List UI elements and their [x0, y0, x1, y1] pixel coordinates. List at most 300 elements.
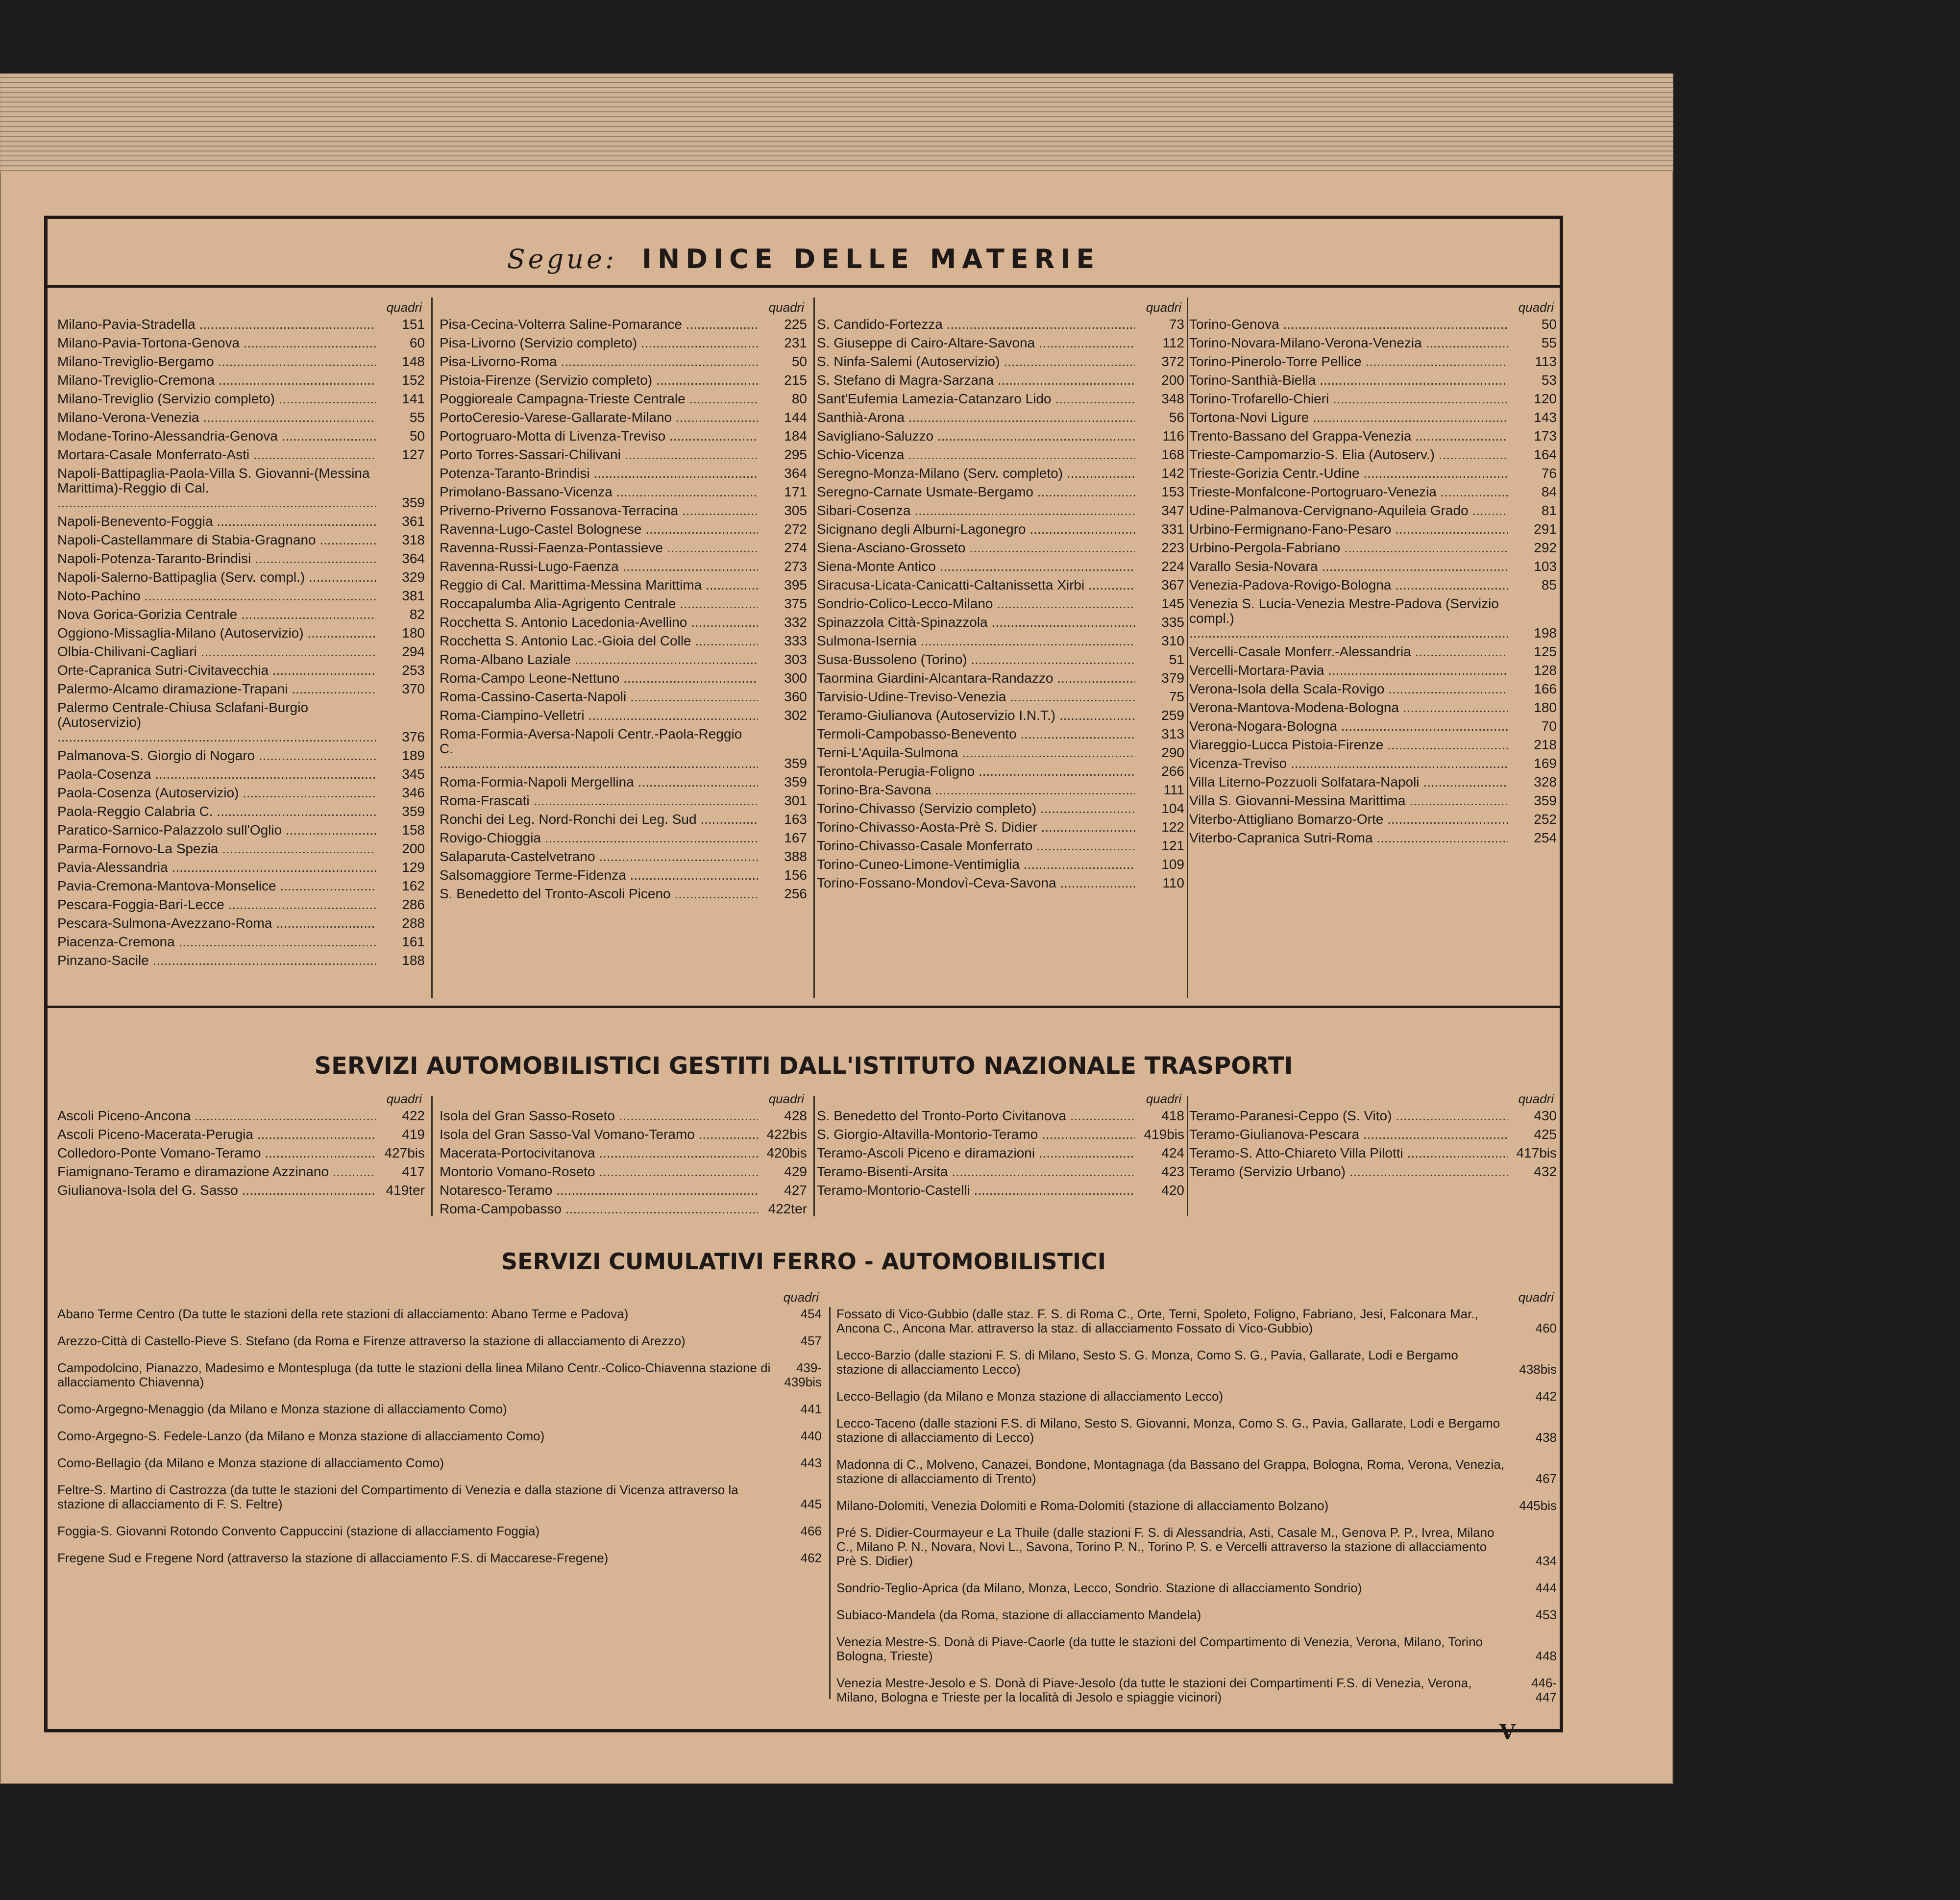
index-entry — [817, 1127, 1184, 1142]
index-entry — [817, 820, 1184, 835]
entry-name: Susa-Bussoleno (Torino) ..... — [817, 652, 1135, 667]
entry-name: Foggia-S. Giovanni Rotondo Convento Cappuccini (stazione di allacciamento Foggia) — [57, 1524, 540, 1538]
ina-column-1 — [57, 1089, 425, 1202]
entry-name: Napoli-Battipaglia-Paola-Villa S. Giovanni-(Messina Marittima)-Reggio di Cal. ..... — [57, 466, 376, 510]
index-entry — [440, 485, 807, 499]
entry-name: Porto Torres-Sassari-Chilivani ..... — [440, 447, 758, 462]
index-entry — [57, 663, 425, 678]
entry-quadro: 446-447 — [1531, 1676, 1557, 1704]
entry-quadro: 301 — [784, 793, 807, 808]
index-entry — [440, 812, 807, 827]
entry-quadro: 198 — [1534, 625, 1557, 641]
entry-name: Oggiono-Missaglia-Milano (Autoservizio) ..... — [57, 626, 376, 641]
entry-quadro: 419ter — [386, 1183, 425, 1198]
entry-name: Terni-L'Aquila-Sulmona ..... — [817, 745, 1135, 760]
entry-name: Torino-Bra-Savona ..... — [817, 783, 1135, 797]
index-entry — [440, 849, 807, 864]
entry-quadro: 164 — [1534, 447, 1557, 462]
index-entry — [57, 748, 425, 763]
entry-quadro: 445bis — [1519, 1498, 1557, 1513]
entry-name: Sulmona-Isernia ..... — [817, 634, 1135, 648]
index-title-prefix: Segue: — [507, 244, 617, 274]
entry-name: Reggio di Cal. Marittima-Messina Marittima ..... — [440, 578, 758, 592]
entry-name: Teramo-Giulianova (Autoservizio I.N.T.) ..... — [817, 708, 1135, 723]
index-entry — [1189, 373, 1557, 388]
index-entry — [817, 708, 1184, 723]
index-entry — [1189, 429, 1557, 444]
entry-quadro: 441 — [800, 1402, 822, 1416]
entry-quadro: 127 — [402, 447, 425, 462]
index-entry — [817, 745, 1184, 760]
index-entry — [440, 887, 807, 901]
index-column-3 — [817, 297, 1184, 894]
entry-name: Paratico-Sarnico-Palazzolo sull'Oglio ..... — [57, 823, 376, 838]
index-entry — [57, 682, 425, 696]
entry-quadro: 55 — [409, 410, 425, 425]
entry-name: Napoli-Salerno-Battipaglia (Serv. compl.) ..... — [57, 570, 376, 585]
index-entry — [440, 596, 807, 611]
index-entry — [836, 1526, 1557, 1568]
entry-quadro: 388 — [784, 849, 807, 864]
entry-name: Milano-Dolomiti, Venezia Dolomiti e Roma-Dolomiti (stazione di allacciamento Bolzano) — [836, 1498, 1329, 1513]
entry-name: Trieste-Gorizia Centr.-Udine ..... — [1189, 466, 1508, 481]
entry-name: Como-Bellagio (da Milano e Monza stazione di allacciamento Como) — [57, 1456, 444, 1470]
entry-quadro: 109 — [1161, 857, 1184, 872]
entry-quadro: 273 — [784, 559, 807, 574]
entry-name: Tortona-Novi Ligure ..... — [1189, 410, 1508, 425]
entry-quadro: 110 — [1162, 875, 1184, 890]
entry-quadro: 50 — [1541, 317, 1557, 332]
quadri-header: quadri — [386, 1091, 422, 1106]
index-entry — [1189, 317, 1557, 332]
quadri-header: quadri — [1146, 300, 1181, 315]
entry-quadro: 167 — [784, 830, 807, 845]
index-entry — [817, 727, 1184, 741]
entry-quadro: 81 — [1541, 503, 1557, 518]
cumulativi-column-1 — [57, 1287, 822, 1578]
entry-quadro: 335 — [1161, 615, 1184, 630]
entry-name: Savigliano-Saluzzo ..... — [817, 429, 1135, 444]
entry-quadro: 417bis — [1516, 1145, 1557, 1160]
entry-name: S. Candido-Fortezza ..... — [817, 317, 1135, 332]
entry-name: Priverno-Priverno Fossanova-Terracina ..... — [440, 503, 758, 518]
entry-name: Verona-Mantova-Modena-Bologna ..... — [1189, 700, 1508, 715]
entry-quadro: 112 — [1162, 335, 1184, 350]
entry-name: Modane-Torino-Alessandria-Genova ..... — [57, 429, 376, 444]
index-entry — [817, 559, 1184, 574]
entry-name: Isola del Gran Sasso-Val Vomano-Teramo ..... — [440, 1127, 758, 1142]
index-entry — [57, 607, 425, 622]
entry-name: Mortara-Casale Monferrato-Asti ..... — [57, 447, 376, 462]
entry-quadro: 439-439bis — [784, 1360, 822, 1389]
entry-name: Paola-Reggio Calabria C. ..... — [57, 804, 376, 819]
entry-name: Palermo Centrale-Chiusa Sclafani-Burgio (Autoservizio) ..... — [57, 700, 376, 744]
quadri-header: quadri — [783, 1290, 819, 1305]
entry-quadro: 359 — [1534, 793, 1557, 808]
entry-name: Siena-Monte Antico ..... — [817, 559, 1135, 574]
entry-name: Roma-Formia-Aversa-Napoli Centr.-Paola-Reggio C. ..... — [440, 727, 758, 771]
entry-quadro: 161 — [402, 934, 425, 949]
index-entry — [440, 690, 807, 704]
entry-name: Termoli-Campobasso-Benevento ..... — [817, 727, 1135, 741]
index-entry — [440, 336, 807, 350]
index-entry — [817, 373, 1184, 388]
entry-quadro: 425 — [1534, 1127, 1557, 1142]
ina-column-4 — [1189, 1089, 1557, 1183]
index-entry — [1189, 682, 1557, 696]
index-entry — [1189, 522, 1557, 537]
index-entry — [1189, 775, 1557, 790]
entry-quadro: 466 — [800, 1524, 822, 1538]
index-entry — [57, 570, 425, 585]
entry-name: Milano-Treviglio-Bergamo ..... — [57, 354, 376, 369]
quadri-header: quadri — [1518, 300, 1554, 315]
entry-name: Fiamignano-Teramo e diramazione Azzinano ..... — [57, 1164, 376, 1179]
entry-name: Pavia-Alessandria ..... — [57, 860, 376, 875]
index-entry — [836, 1307, 1557, 1335]
entry-quadro: 218 — [1534, 737, 1557, 752]
entry-name: Sondrio-Colico-Lecco-Milano ..... — [817, 596, 1135, 611]
entry-name: Ravenna-Russi-Faenza-Pontassieve ..... — [440, 541, 758, 555]
entry-name: Madonna di C., Molveno, Canazei, Bondone, Montagnaga (da Bassano del Grappa, Bologna, Roma, Verona, Venezia, stazione di allacciamento di Trento) — [836, 1457, 1505, 1486]
index-entry — [1189, 831, 1557, 845]
entry-name: Napoli-Potenza-Taranto-Brindisi ..... — [57, 551, 376, 566]
entry-name: Terontola-Perugia-Foligno ..... — [817, 764, 1135, 779]
index-entry — [817, 634, 1184, 648]
index-entry — [817, 857, 1184, 872]
entry-name: Teramo-Ascoli Piceno e diramazioni ..... — [817, 1146, 1135, 1160]
entry-name: Torino-Pinerolo-Torre Pellice ..... — [1189, 354, 1508, 369]
entry-quadro: 423 — [1161, 1164, 1184, 1179]
entry-quadro: 274 — [784, 540, 807, 555]
index-entry — [440, 1109, 807, 1123]
entry-quadro: 85 — [1541, 577, 1557, 592]
entry-quadro: 120 — [1534, 391, 1557, 406]
entry-name: Ravenna-Lugo-Castel Bolognese ..... — [440, 522, 758, 537]
entry-quadro: 310 — [1161, 633, 1184, 648]
entry-quadro: 256 — [784, 886, 807, 901]
entry-name: Notaresco-Teramo ..... — [440, 1183, 758, 1198]
entry-quadro: 419 — [402, 1127, 425, 1142]
entry-name: Siena-Asciano-Grosseto ..... — [817, 541, 1135, 555]
page-edges — [0, 74, 1673, 172]
entry-name: Roma-Cassino-Caserta-Napoli ..... — [440, 690, 758, 704]
entry-quadro: 173 — [1534, 428, 1557, 444]
entry-quadro: 50 — [409, 428, 425, 444]
index-entry — [57, 589, 425, 603]
index-entry — [57, 1551, 822, 1565]
index-entry — [1189, 410, 1557, 425]
index-entry — [57, 1402, 822, 1416]
index-entry — [817, 652, 1184, 667]
index-entry — [1189, 392, 1557, 406]
entry-quadro: 445 — [800, 1497, 822, 1511]
index-entry — [817, 801, 1184, 816]
entry-name: Pistoia-Firenze (Servizio completo) ..... — [440, 373, 758, 388]
entry-name: Nova Gorica-Gorizia Centrale ..... — [57, 607, 376, 622]
index-entry — [57, 410, 425, 425]
entry-name: Noto-Pachino ..... — [57, 589, 376, 603]
index-entry — [440, 727, 807, 771]
column-separator — [813, 1096, 815, 1216]
entry-quadro: 153 — [1161, 484, 1184, 499]
entry-quadro: 266 — [1161, 764, 1184, 779]
entry-name: Verona-Isola della Scala-Rovigo ..... — [1189, 682, 1508, 696]
entry-quadro: 55 — [1541, 335, 1557, 350]
entry-quadro: 372 — [1161, 354, 1184, 369]
entry-name: Villa S. Giovanni-Messina Marittima ..... — [1189, 793, 1508, 808]
index-entry — [440, 466, 807, 481]
entry-quadro: 329 — [402, 569, 425, 585]
entry-name: Varallo Sesia-Novara ..... — [1189, 559, 1508, 574]
entry-quadro: 141 — [402, 391, 425, 406]
index-entry — [817, 354, 1184, 369]
index-entry — [57, 879, 425, 893]
entry-name: Milano-Treviglio-Cremona ..... — [57, 373, 376, 388]
entry-name: Primolano-Bassano-Vicenza ..... — [440, 485, 758, 499]
index-entry — [440, 1183, 807, 1198]
index-frame — [44, 216, 1563, 1732]
entry-quadro: 422 — [402, 1108, 425, 1123]
index-entry — [836, 1676, 1557, 1704]
entry-quadro: 128 — [1534, 663, 1557, 678]
entry-quadro: 359 — [784, 774, 807, 790]
entry-quadro: 359 — [402, 804, 425, 819]
entry-name: S. Benedetto del Tronto-Porto Civitanova ..... — [817, 1109, 1135, 1123]
entry-name: Roma-Albano Laziale ..... — [440, 652, 758, 667]
index-entry — [57, 1164, 425, 1179]
index-entry — [57, 626, 425, 641]
entry-name: Milano-Pavia-Stradella ..... — [57, 317, 376, 332]
entry-name: Portogruaro-Motta di Livenza-Treviso ..... — [440, 429, 758, 444]
index-entry — [817, 1183, 1184, 1198]
entry-name: Ronchi dei Leg. Nord-Ronchi dei Leg. Sud ..... — [440, 812, 758, 827]
index-entry — [817, 1109, 1184, 1123]
entry-quadro: 125 — [1534, 644, 1557, 659]
entry-quadro: 180 — [1534, 700, 1557, 715]
entry-quadro: 467 — [1535, 1471, 1557, 1486]
entry-quadro: 359 — [402, 495, 425, 510]
entry-quadro: 122 — [1161, 819, 1184, 835]
index-entry — [440, 831, 807, 845]
entry-name: Ascoli Piceno-Ancona ..... — [57, 1109, 376, 1123]
index-entry — [1189, 700, 1557, 715]
index-entry — [440, 1202, 807, 1216]
index-entry — [57, 860, 425, 875]
entry-quadro: 457 — [800, 1333, 822, 1348]
entry-quadro: 169 — [1534, 756, 1557, 771]
entry-quadro: 80 — [791, 391, 807, 406]
index-entry — [1189, 793, 1557, 808]
entry-quadro: 448 — [1535, 1649, 1557, 1663]
entry-quadro: 453 — [1535, 1607, 1557, 1622]
index-entry — [440, 1127, 807, 1142]
index-entry — [1189, 596, 1557, 641]
section-rule — [48, 1006, 1560, 1008]
entry-quadro: 168 — [1161, 447, 1184, 462]
entry-quadro: 75 — [1169, 689, 1184, 704]
entry-quadro: 200 — [1161, 372, 1184, 388]
entry-quadro: 76 — [1541, 466, 1557, 481]
entry-name: Teramo-Giulianova-Pescara ..... — [1189, 1127, 1508, 1142]
index-entry — [836, 1608, 1557, 1622]
entry-name: S. Giorgio-Altavilla-Montorio-Teramo ..... — [817, 1127, 1135, 1142]
index-entry — [817, 392, 1184, 406]
index-column-4 — [1189, 297, 1557, 849]
quadri-header: quadri — [1518, 1091, 1554, 1106]
index-entry — [1189, 812, 1557, 827]
entry-quadro: 460 — [1535, 1321, 1557, 1335]
entry-name: Trieste-Monfalcone-Portogruaro-Venezia ..... — [1189, 485, 1508, 499]
quadri-header: quadri — [768, 1091, 804, 1106]
entry-name: Sibari-Cosenza ..... — [817, 503, 1135, 518]
index-entry — [440, 559, 807, 574]
entry-name: Como-Argegno-Menaggio (da Milano e Monza stazione di allacciamento Como) — [57, 1402, 507, 1416]
entry-name: Paola-Cosenza (Autoservizio) ..... — [57, 786, 376, 800]
entry-name: Pescara-Foggia-Bari-Lecce ..... — [57, 897, 376, 912]
entry-name: Trieste-Campomarzio-S. Elia (Autoserv.) ..... — [1189, 447, 1508, 462]
entry-quadro: 156 — [784, 867, 807, 883]
entry-quadro: 375 — [784, 596, 807, 611]
entry-name: Abano Terme Centro (Da tutte le stazioni della rete stazioni di allacciamento: Abano Terme e Padova) — [57, 1307, 629, 1321]
entry-name: Pavia-Cremona-Mantova-Monselice ..... — [57, 879, 376, 893]
index-entry — [1189, 1146, 1557, 1160]
entry-name: Verona-Nogara-Bologna ..... — [1189, 719, 1508, 734]
entry-quadro: 151 — [402, 317, 425, 332]
index-entry — [57, 953, 425, 968]
entry-quadro: 300 — [784, 670, 807, 686]
entry-quadro: 328 — [1534, 774, 1557, 790]
entry-quadro: 50 — [791, 354, 807, 369]
index-entry — [1189, 644, 1557, 659]
index-entry — [440, 1164, 807, 1179]
entry-quadro: 331 — [1161, 521, 1184, 537]
index-entry — [817, 876, 1184, 890]
ina-column-2 — [440, 1089, 807, 1220]
index-entry — [817, 317, 1184, 332]
entry-quadro: 231 — [784, 335, 807, 350]
entry-name: Rocchetta S. Antonio Lacedonia-Avellino ..... — [440, 615, 758, 630]
entry-name: Teramo-Montorio-Castelli ..... — [817, 1183, 1135, 1198]
entry-quadro: 70 — [1541, 718, 1557, 734]
entry-quadro: 254 — [1534, 830, 1557, 845]
entry-quadro: 462 — [800, 1551, 822, 1565]
cumulativi-column-2 — [836, 1287, 1557, 1717]
index-column-1 — [57, 297, 425, 972]
entry-quadro: 313 — [1161, 726, 1184, 741]
index-entry — [817, 429, 1184, 444]
entry-name: Paola-Cosenza ..... — [57, 767, 376, 782]
entry-quadro: 418 — [1161, 1108, 1184, 1123]
entry-quadro: 272 — [784, 521, 807, 537]
entry-quadro: 444 — [1535, 1580, 1557, 1595]
entry-name: Pinzano-Sacile ..... — [57, 953, 376, 968]
column-separator — [431, 1096, 433, 1216]
entry-quadro: 129 — [402, 860, 425, 875]
entry-quadro: 442 — [1535, 1389, 1557, 1404]
entry-quadro: 434 — [1535, 1554, 1557, 1568]
entry-quadro: 379 — [1161, 670, 1184, 686]
entry-quadro: 143 — [1534, 410, 1557, 425]
entry-name: Torino-Chivasso-Aosta-Prè S. Didier ..... — [817, 820, 1135, 835]
entry-name: Palmanova-S. Giorgio di Nogaro ..... — [57, 748, 376, 763]
entry-quadro: 111 — [1163, 782, 1184, 797]
entry-name: Subiaco-Mandela (da Roma, stazione di allacciamento Mandela) — [836, 1607, 1201, 1622]
index-entry — [1189, 756, 1557, 771]
entry-quadro: 113 — [1535, 354, 1557, 369]
entry-name: Campodolcino, Pianazzo, Madesimo e Montespluga (da tutte le stazioni della linea Milano Centr.-Colico-Chiavenna stazione di allacciamento Chiavenna) — [57, 1360, 771, 1389]
entry-quadro: 417 — [402, 1164, 425, 1179]
index-entry — [817, 1164, 1184, 1179]
entry-name: Napoli-Castellammare di Stabia-Gragnano ..... — [57, 533, 376, 547]
index-entry — [57, 786, 425, 800]
index-title-text: INDICE DELLE MATERIE — [641, 244, 1101, 274]
quadri-header: quadri — [386, 300, 422, 315]
entry-quadro: 60 — [409, 335, 425, 350]
entry-name: Giulianova-Isola del G. Sasso ..... — [57, 1183, 376, 1198]
index-entry — [57, 336, 425, 350]
entry-quadro: 294 — [402, 644, 425, 659]
entry-name: Fregene Sud e Fregene Nord (attraverso la stazione di allacciamento F.S. di Maccarese-Fregene) — [57, 1551, 609, 1565]
entry-name: Arezzo-Città di Castello-Pieve S. Stefano (da Roma e Firenze attraverso la stazione di allacciamento di Arezzo) — [57, 1333, 686, 1348]
entry-quadro: 427 — [784, 1183, 807, 1198]
entry-name: Venezia Mestre-Jesolo e S. Donà di Piave-Jesolo (da tutte le stazioni dei Compartimenti F.S. di Venezia, Verona, Milano, Bologna e Trieste per la località di Jesolo e spiaggie vicinori) — [836, 1676, 1472, 1704]
index-entry — [817, 764, 1184, 779]
column-separator — [1187, 297, 1188, 998]
index-entry — [440, 429, 807, 444]
index-entry — [440, 410, 807, 425]
index-entry — [440, 317, 807, 332]
entry-quadro: 252 — [1534, 812, 1557, 827]
index-entry — [817, 541, 1184, 555]
index-entry — [57, 354, 425, 369]
entry-quadro: 424 — [1161, 1145, 1184, 1160]
entry-name: Feltre-S. Martino di Castrozza (da tutte le stazioni del Compartimento di Venezia e dalla stazione di Vicenza attraverso la stazione di allacciamento di F. S. Feltre) — [57, 1482, 738, 1511]
entry-name: Palermo-Alcamo diramazione-Trapani ..... — [57, 682, 376, 696]
index-entry — [1189, 541, 1557, 555]
index-entry — [57, 804, 425, 819]
index-entry — [440, 793, 807, 808]
entry-name: Poggioreale Campagna-Trieste Centrale ..... — [440, 392, 758, 406]
entry-name: Torino-Genova ..... — [1189, 317, 1508, 332]
entry-name: Vercelli-Casale Monferr.-Alessandria ..... — [1189, 644, 1508, 659]
entry-name: Sicignano degli Alburni-Lagonegro ..... — [817, 522, 1135, 537]
entry-quadro: 347 — [1161, 503, 1184, 518]
index-entry — [1189, 559, 1557, 574]
index-entry — [440, 541, 807, 555]
entry-name: Salaparuta-Castelvetrano ..... — [440, 849, 758, 864]
entry-quadro: 292 — [1534, 540, 1557, 555]
index-entry — [57, 700, 425, 744]
entry-quadro: 180 — [402, 625, 425, 641]
entry-name: Torino-Novara-Milano-Verona-Venezia ..... — [1189, 336, 1508, 350]
index-entry — [817, 783, 1184, 797]
entry-quadro: 438 — [1535, 1430, 1557, 1445]
entry-name: Montorio Vomano-Roseto ..... — [440, 1164, 758, 1179]
index-entry — [817, 410, 1184, 425]
entry-name: Potenza-Taranto-Brindisi ..... — [440, 466, 758, 481]
entry-quadro: 376 — [402, 729, 425, 744]
entry-quadro: 420bis — [766, 1145, 807, 1160]
entry-quadro: 103 — [1534, 559, 1557, 574]
entry-name: Roma-Ciampino-Velletri ..... — [440, 708, 758, 723]
entry-name: Salsomaggiore Terme-Fidenza ..... — [440, 868, 758, 883]
entry-name: Rovigo-Chioggia ..... — [440, 831, 758, 845]
index-entry — [1189, 578, 1557, 592]
index-entry — [1189, 354, 1557, 369]
entry-name: Milano-Pavia-Tortona-Genova ..... — [57, 336, 376, 350]
entry-quadro: 253 — [402, 663, 425, 678]
